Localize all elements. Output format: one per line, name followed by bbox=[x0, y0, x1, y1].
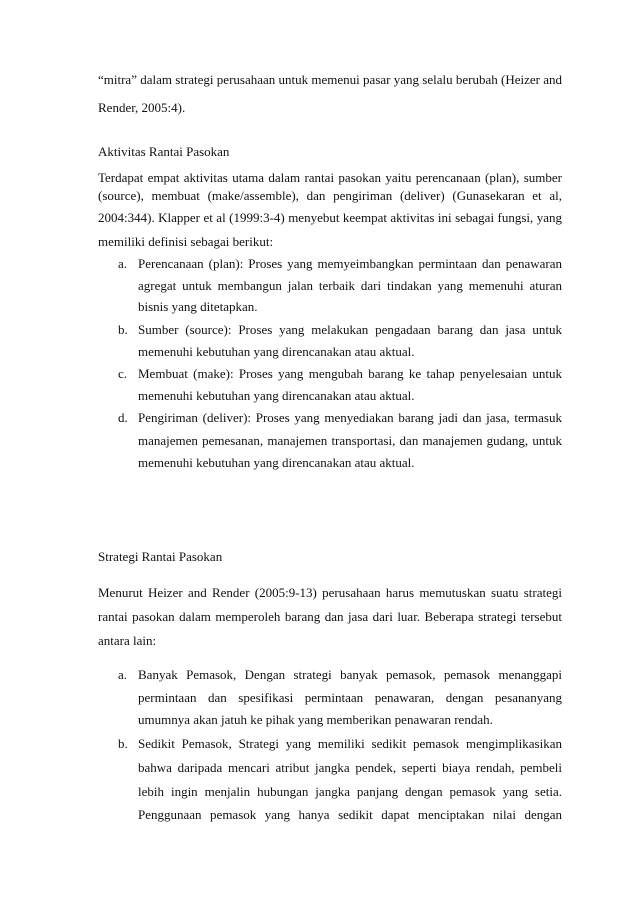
list-item-line: umumnya akan jatuh ke pihak yang memberikan penawaran rendah. bbox=[138, 712, 493, 727]
list-marker: a. bbox=[118, 256, 128, 271]
intro-line: “mitra” dalam strategi perusahaan untuk memenui pasar yang selalu berubah (Heizer and bbox=[98, 72, 562, 87]
section-heading-aktivitas: Aktivitas Rantai Pasokan bbox=[98, 144, 230, 159]
list-item-line: Banyak Pemasok, Dengan strategi banyak pemasok, pemasok menanggapi bbox=[138, 667, 562, 682]
list-marker: a. bbox=[118, 667, 128, 682]
list-item-line: Perencanaan (plan): Proses yang memyeimbangkan permintaan dan penawaran bbox=[138, 256, 562, 271]
list-item-line: lebih ingin menjalin hubungan jangka panjang dengan pemasok yang setia. bbox=[138, 784, 562, 799]
list-marker: b. bbox=[118, 322, 128, 337]
paragraph-line: rantai pasokan dalam memperoleh barang dan jasa dari luar. Beberapa strategi tersebut bbox=[98, 609, 562, 624]
list-item-line: memenuhi kebutuhan yang direncanakan atau aktual. bbox=[138, 344, 415, 359]
paragraph-line: Terdapat empat aktivitas utama dalam rantai pasokan yaitu perencanaan (plan), sumber bbox=[98, 170, 562, 185]
list-item-line: agregat untuk membangun jalan terbaik dari tindakan yang memenuhi aturan bbox=[138, 278, 562, 293]
list-item-line: Sumber (source): Proses yang melakukan pengadaan barang dan jasa untuk bbox=[138, 322, 562, 337]
paragraph-line: antara lain: bbox=[98, 633, 157, 648]
list-item-line: bahwa daripada mencari atribut jangka pendek, seperti biaya rendah, pembeli bbox=[138, 760, 562, 775]
paragraph-line: (source), membuat (make/assemble), dan pengiriman (deliver) (Gunasekaran et al, bbox=[98, 188, 562, 203]
list-item-line: Sedikit Pemasok, Strategi yang memiliki sedikit pemasok mengimplikasikan bbox=[138, 736, 562, 751]
list-marker: d. bbox=[118, 410, 128, 425]
list-item-line: memenuhi kebutuhan yang direncanakan atau aktual. bbox=[138, 388, 415, 403]
list-item-line: Pengiriman (deliver): Proses yang menyediakan barang jadi dan jasa, termasuk bbox=[138, 410, 562, 425]
list-marker: b. bbox=[118, 736, 128, 751]
paragraph-line: Menurut Heizer and Render (2005:9-13) perusahaan harus memutuskan suatu strategi bbox=[98, 585, 562, 600]
paragraph-line: 2004:344). Klapper et al (1999:3-4) menyebut keempat aktivitas ini sebagai fungsi, yang bbox=[98, 210, 562, 225]
section-heading-strategi: Strategi Rantai Pasokan bbox=[98, 549, 223, 564]
list-item-line: Penggunaan pemasok yang hanya sedikit dapat menciptakan nilai dengan bbox=[138, 807, 562, 822]
list-item-line: Membuat (make): Proses yang mengubah barang ke tahap penyelesaian untuk bbox=[138, 366, 562, 381]
list-item-line: permintaan dan spesifikasi permintaan penawaran, dengan pesananyang bbox=[138, 690, 562, 705]
list-marker: c. bbox=[118, 366, 128, 381]
list-item-line: manajemen pemesanan, manajemen transportasi, dan manajemen gudang, untuk bbox=[138, 433, 562, 448]
intro-line: Render, 2005:4). bbox=[98, 100, 186, 115]
paragraph-line: memiliki definisi sebagai berikut: bbox=[98, 234, 274, 249]
list-item-line: bisnis yang ditetapkan. bbox=[138, 299, 258, 314]
list-item-line: memenuhi kebutuhan yang direncanakan atau aktual. bbox=[138, 455, 415, 470]
